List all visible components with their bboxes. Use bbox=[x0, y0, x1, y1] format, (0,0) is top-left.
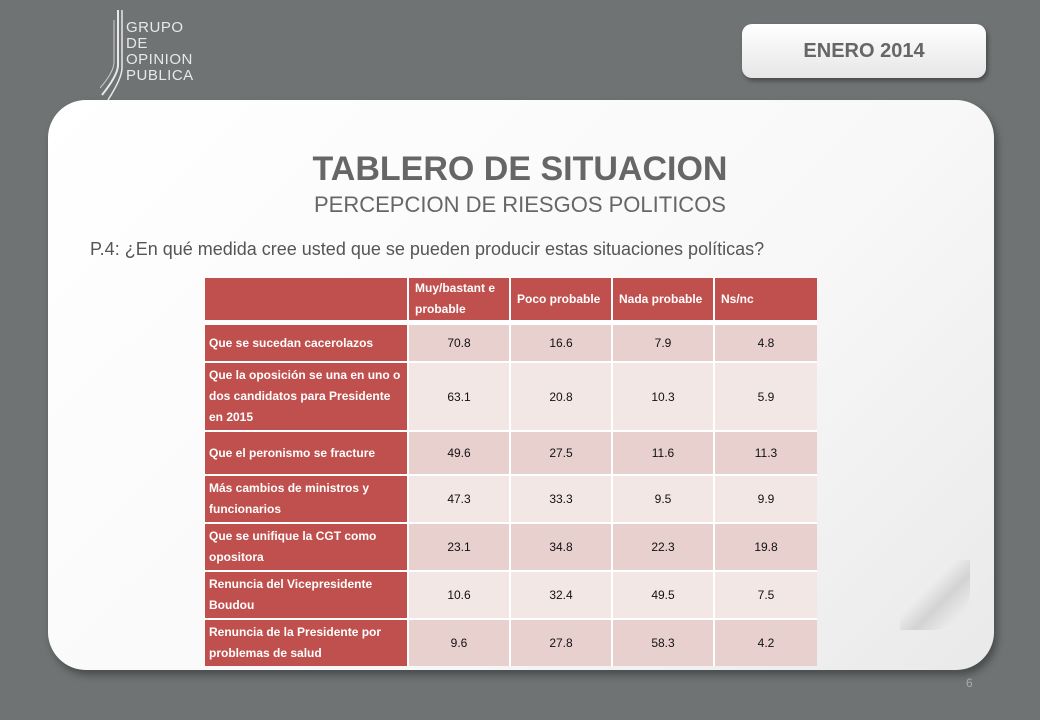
table-cell: 7.9 bbox=[612, 324, 714, 362]
table-row bbox=[205, 431, 817, 475]
results-table bbox=[205, 278, 817, 666]
table-cell: 33.3 bbox=[510, 475, 612, 523]
table-cell: 23.1 bbox=[408, 523, 510, 571]
table-cell: 7.5 bbox=[714, 571, 817, 619]
table-cell: 34.8 bbox=[510, 523, 612, 571]
table-header-cell: Nada probable bbox=[612, 278, 714, 320]
table-cell: 47.3 bbox=[408, 475, 510, 523]
page-title: TABLERO DE SITUACION bbox=[312, 150, 728, 188]
table-cell: 27.8 bbox=[510, 619, 612, 666]
question-text: P.4: ¿En qué medida cree usted que se pueden producir estas situaciones políticas? bbox=[90, 239, 765, 259]
table-row bbox=[205, 523, 817, 571]
table-cell: 5.9 bbox=[714, 362, 817, 431]
table-cell: 11.6 bbox=[612, 431, 714, 475]
table-cell: 9.9 bbox=[714, 475, 817, 523]
row-label: Que la oposición se una en uno o dos candidatos para Presidente en 2015 bbox=[205, 362, 408, 431]
table-cell: 20.8 bbox=[510, 362, 612, 431]
table-header-cell: Poco probable bbox=[510, 278, 612, 320]
row-label: Más cambios de ministros y funcionarios bbox=[205, 475, 408, 523]
table-cell: 9.5 bbox=[612, 475, 714, 523]
table-cell: 11.3 bbox=[714, 431, 817, 475]
table-row bbox=[205, 362, 817, 431]
page-number: 6 bbox=[966, 676, 973, 690]
table-row bbox=[205, 475, 817, 523]
table-cell: 58.3 bbox=[612, 619, 714, 666]
row-label: Renuncia de la Presidente por problemas de salud bbox=[205, 619, 408, 666]
row-label: Que se sucedan cacerolazos bbox=[205, 324, 408, 362]
logo-line: GRUPO bbox=[126, 19, 184, 36]
table-cell: 9.6 bbox=[408, 619, 510, 666]
table-cell: 27.5 bbox=[510, 431, 612, 475]
table-header-row bbox=[205, 278, 817, 320]
table-cell: 16.6 bbox=[510, 324, 612, 362]
logo-text bbox=[126, 20, 194, 84]
table-cell: 49.6 bbox=[408, 431, 510, 475]
table-cell: 4.8 bbox=[714, 324, 817, 362]
table-header-cell: Muy/bastant e probable bbox=[408, 278, 510, 320]
logo-line: OPINION bbox=[126, 51, 193, 68]
table-cell: 63.1 bbox=[408, 362, 510, 431]
table-cell: 19.8 bbox=[714, 523, 817, 571]
table-cell: 70.8 bbox=[408, 324, 510, 362]
date-tab: ENERO 2014 bbox=[742, 24, 986, 78]
logo-line: DE bbox=[126, 35, 148, 52]
table-cell: 10.6 bbox=[408, 571, 510, 619]
table-cell: 22.3 bbox=[612, 523, 714, 571]
page-subtitle: PERCEPCION DE RIESGOS POLITICOS bbox=[314, 192, 726, 217]
logo bbox=[100, 10, 210, 105]
row-label: Renuncia del Vicepresidente Boudou bbox=[205, 571, 408, 619]
table-cell: 32.4 bbox=[510, 571, 612, 619]
results-table-wrapper bbox=[205, 278, 817, 666]
table-header-cell bbox=[205, 278, 408, 320]
table-cell: 49.5 bbox=[612, 571, 714, 619]
row-label: Que el peronismo se fracture bbox=[205, 431, 408, 475]
row-label: Que se unifique la CGT como opositora bbox=[205, 523, 408, 571]
table-cell: 10.3 bbox=[612, 362, 714, 431]
table-row bbox=[205, 619, 817, 666]
logo-line: PUBLICA bbox=[126, 67, 194, 84]
table-row bbox=[205, 324, 817, 362]
table-header-cell: Ns/nc bbox=[714, 278, 817, 320]
table-row bbox=[205, 571, 817, 619]
table-cell: 4.2 bbox=[714, 619, 817, 666]
